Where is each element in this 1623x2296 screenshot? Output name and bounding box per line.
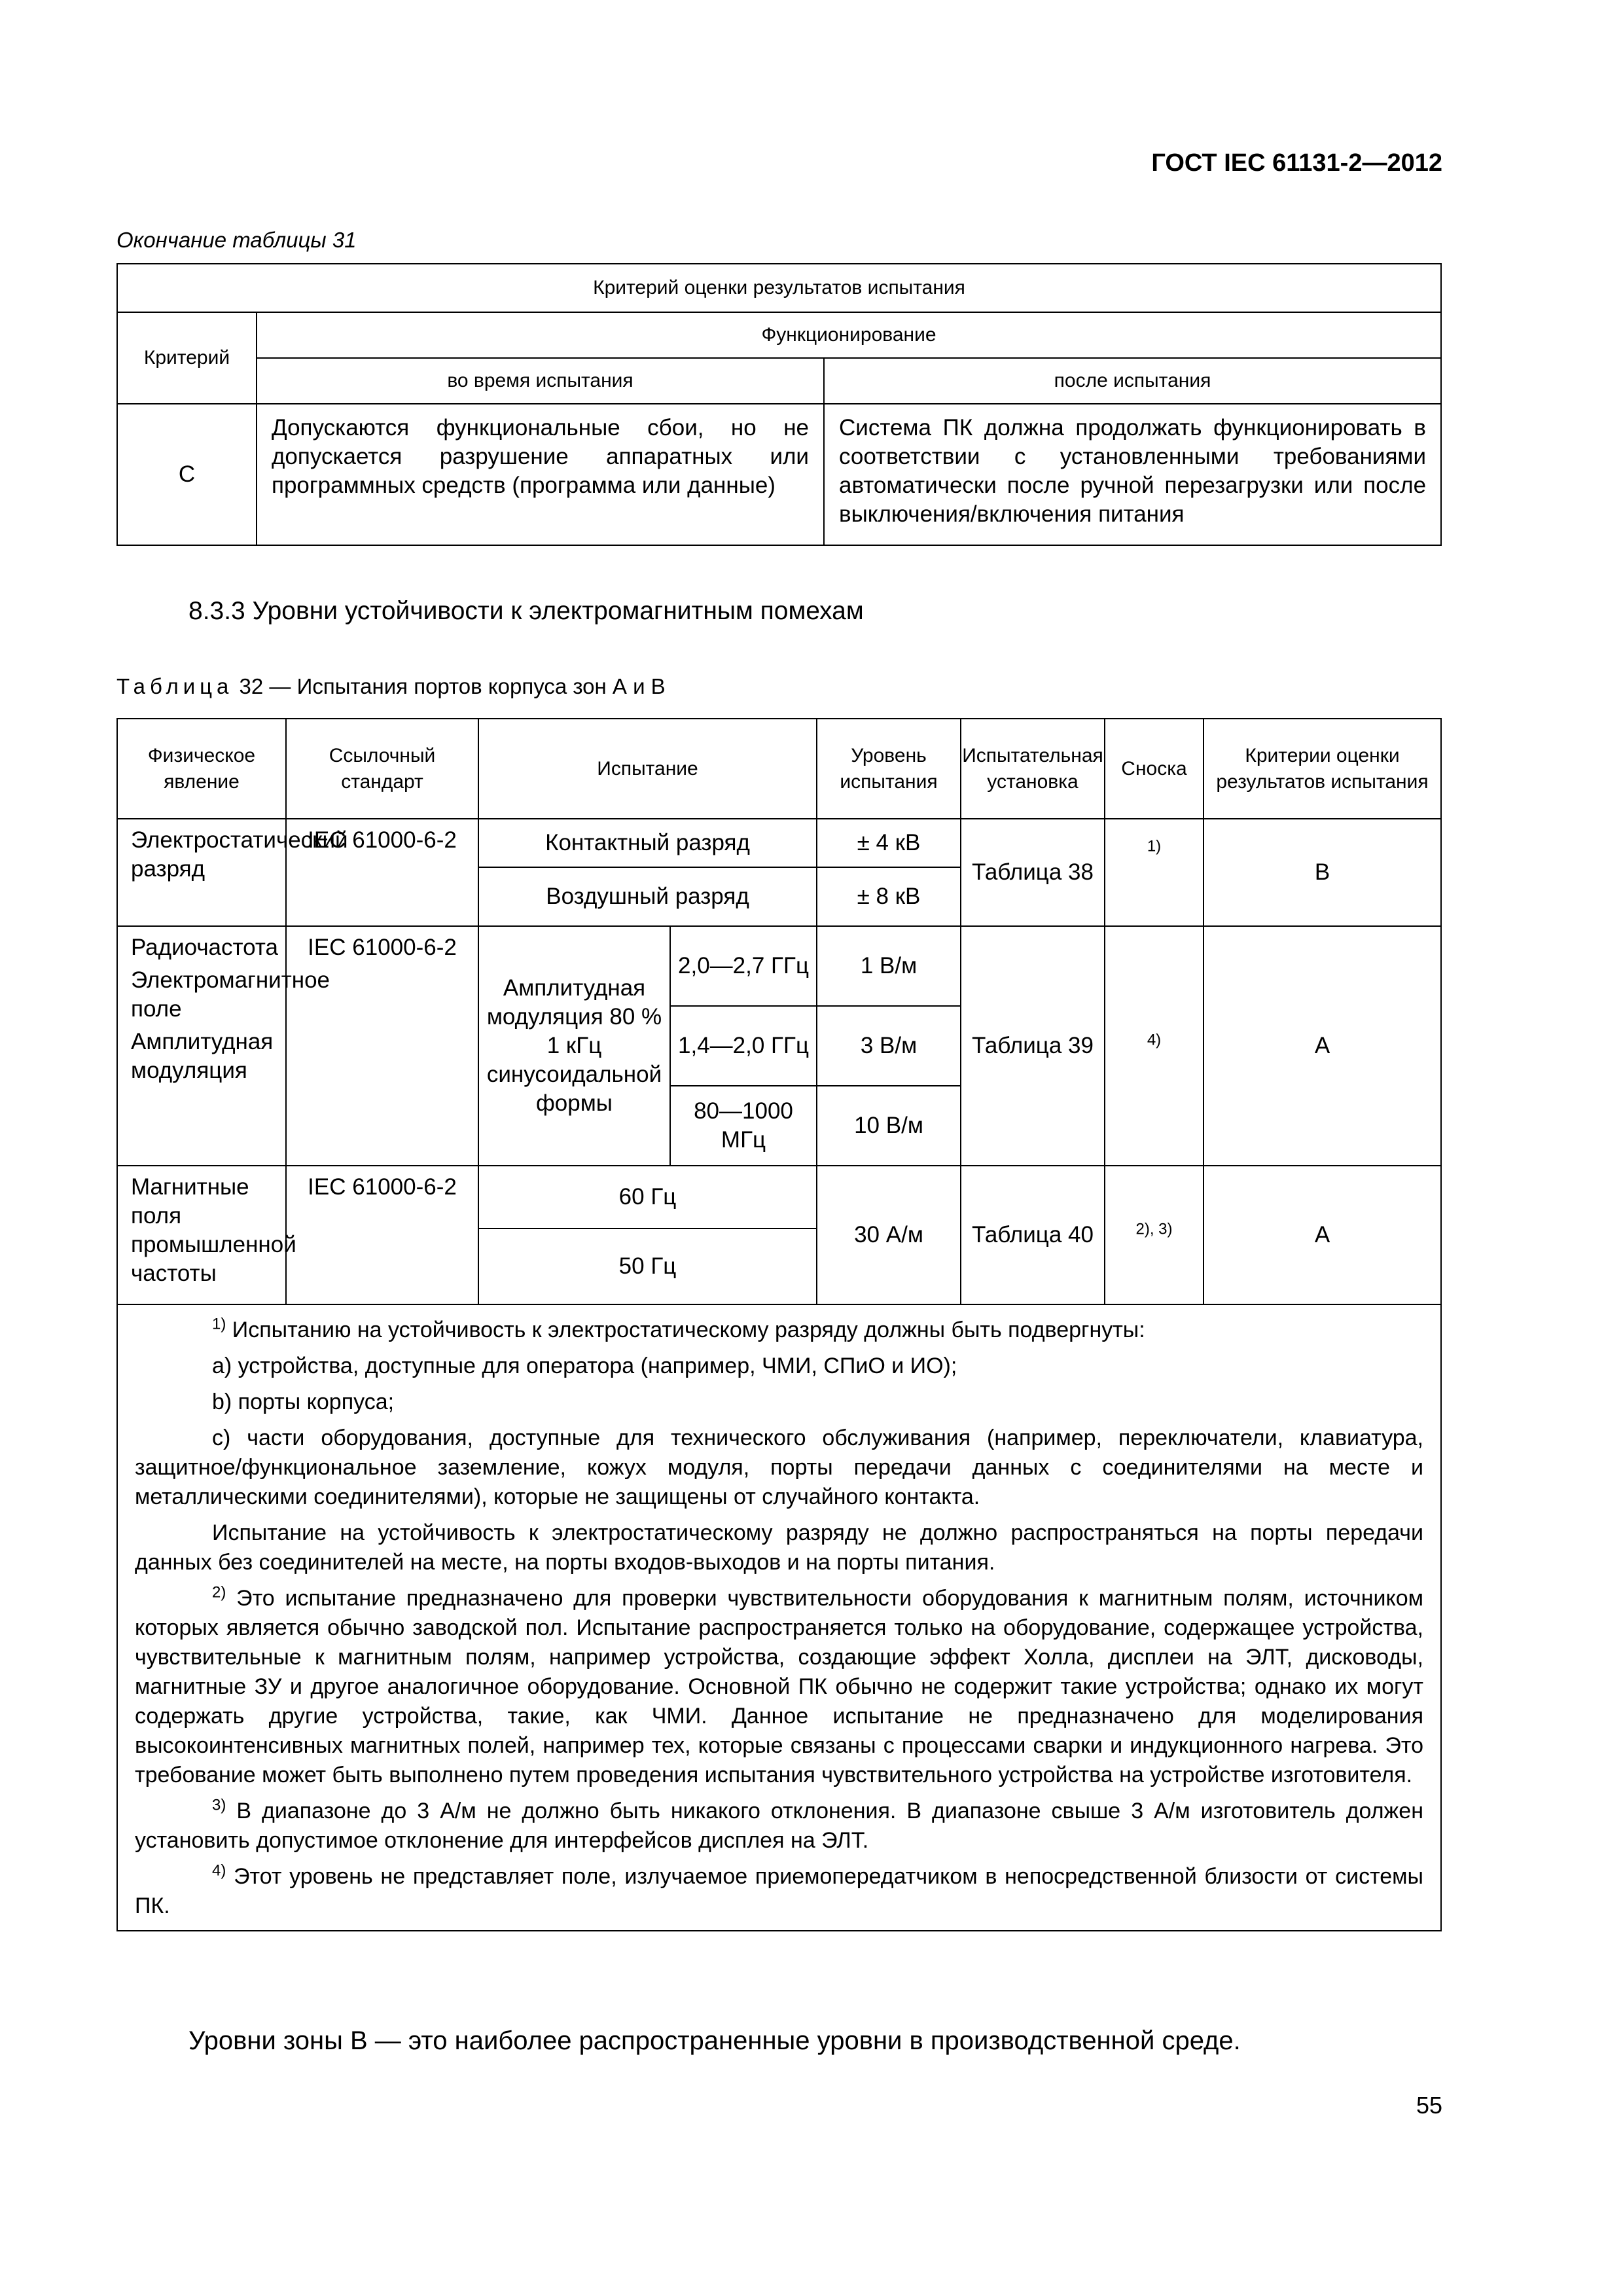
esd-standard: IEC 61000-6-2: [286, 819, 478, 926]
rf-band-1-range: 2,0—2,7 ГГц: [670, 926, 817, 1006]
footnote-1-extra: Испытание на устойчивость к электростатическому разряду не должно распространяться на порты передачи данных без соединителей на месте, на порты входов-выходов и на порты питания.: [135, 1520, 1423, 1575]
esd-footnote-mark: 1): [1147, 837, 1162, 855]
mag-standard: IEC 61000-6-2: [286, 1166, 478, 1304]
esd-level-contact: ± 4 кВ: [817, 819, 961, 867]
footnote-1-mark: 1): [212, 1315, 226, 1333]
footnote-3: [135, 1797, 1423, 1856]
footnote-1-item-a: а) устройства, доступные для оператора (например, ЧМИ, СПиО и ИО);: [212, 1354, 957, 1378]
table31-top-header: Критерий оценки результатов испытания: [117, 264, 1441, 312]
mag-setup: Таблица 40: [961, 1166, 1105, 1304]
table31-during-header: во время испытания: [257, 358, 824, 404]
table32-header-footnote: Сноска: [1105, 719, 1204, 819]
table-32: [116, 718, 1442, 1931]
esd-level-air: ± 8 кВ: [817, 867, 961, 926]
table32-header-test: Испытание: [478, 719, 817, 819]
mag-freq-50: 50 Гц: [478, 1229, 817, 1304]
footnote-1-item-c: с) части оборудования, доступные для технического обслуживания (например, переключатели, клавиатура, защитное/функциональное заземление, кожух модуля, порты передачи данных с соединителями на месте и металлическими соединителями), которые не защищены от случайного контакта.: [135, 1426, 1423, 1509]
table-continuation-note: Окончание таблицы 31: [116, 228, 357, 252]
rf-setup: Таблица 39: [961, 926, 1105, 1166]
mag-phenomenon: Магнитные поля промышленной частоты: [117, 1166, 286, 1304]
table-31: [116, 263, 1442, 546]
esd-setup: Таблица 38: [961, 819, 1105, 926]
table32-header-setup: Испытательная установка: [961, 719, 1105, 819]
footnote-4-mark: 4): [212, 1861, 226, 1880]
table31-functioning-header: Функционирование: [257, 312, 1441, 358]
rf-band-3-level: 10 В/м: [817, 1086, 961, 1166]
mag-level: 30 А/м: [817, 1166, 961, 1304]
mag-footnote-mark: 2), 3): [1135, 1220, 1173, 1238]
table32-caption-word: Таблица: [116, 674, 234, 698]
footnote-3-text: В диапазоне до 3 А/м не должно быть никакого отклонения. В диапазоне свыше 3 А/м изготовитель должен установить допустимое отклонение для интерфейсов дисплея на ЭЛТ.: [135, 1799, 1423, 1853]
esd-criteria: B: [1204, 819, 1441, 926]
rf-phenomenon: [117, 926, 330, 1166]
rf-modulation: Амплитудная модуляция 80 % 1 кГц синусоидальной формы: [478, 926, 670, 1166]
table31-criterion-header: Критерий: [117, 312, 257, 404]
table31-row-during: Допускаются функциональные сбои, но не допускается разрушение аппаратных или программных средств (программа или данные): [257, 404, 824, 545]
section-heading: 8.3.3 Уровни устойчивости к электромагнитным помехам: [188, 597, 864, 625]
mag-criteria: A: [1204, 1166, 1441, 1304]
esd-test-air: Воздушный разряд: [478, 867, 817, 926]
footnote-2-mark: 2): [212, 1583, 226, 1602]
rf-phenomenon-1: Радиочастота: [131, 935, 278, 960]
rf-phenomenon-3: Амплитудная модуляция: [131, 1029, 274, 1083]
table31-row-criterion: С: [117, 404, 257, 545]
rf-band-3-range: 80—1000 МГц: [670, 1086, 817, 1166]
table32-header-standard: Ссылочный стандарт: [286, 719, 478, 819]
footnote-1-item-b: b) порты корпуса;: [212, 1390, 395, 1414]
document-code: ГОСТ IEC 61131-2—2012: [1151, 149, 1442, 177]
table32-header-level: Уровень испытания: [817, 719, 961, 819]
table32-header-criteria: Критерии оценки результатов испытания: [1204, 719, 1441, 819]
table32-caption-text: 32 — Испытания портов корпуса зон А и В: [233, 674, 666, 698]
mag-freq-60: 60 Гц: [478, 1166, 817, 1229]
rf-phenomenon-2: Электромагнитное поле: [131, 967, 330, 1022]
table31-row-after: Система ПК должна продолжать функционировать в соответствии с установленными требованиями автоматически после ручной перезагрузки или после выключения/включения питания: [824, 404, 1441, 545]
page-number: 55: [1416, 2092, 1442, 2119]
footnote-3-mark: 3): [212, 1796, 226, 1814]
esd-test-contact: Контактный разряд: [478, 819, 817, 867]
table32-header-phenomenon: Физическое явление: [117, 719, 286, 819]
rf-band-2-level: 3 В/м: [817, 1006, 961, 1086]
rf-criteria: A: [1204, 926, 1441, 1166]
table32-caption: [116, 674, 666, 699]
table32-footnotes: [117, 1304, 1441, 1931]
rf-footnote-mark: 4): [1147, 1031, 1162, 1049]
footnote-2-text: Это испытание предназначено для проверки чувствительности оборудования к магнитным полям, источником которых является обычно заводской пол. Испытание распространяется только на оборудование, содержащее устройства, чувствительные к магнитным полям, например устройства, создающие эффект Холла, дисплеи на ЭЛТ, дисководы, магнитные ЗУ и другое аналогичное оборудование. Основной ПК обычно не содержит такие устройства; однако их могут содержать другие устройства, такие, как ЧМИ. Данное испытание не предназначено для моделирования высокоинтенсивных магнитных полей, например тех, которые связаны с процессами сварки и индукционного нагрева. Это требование может быть выполнено путем проведения испытания чувствительного устройства на устройстве изготовителя.: [135, 1586, 1423, 1787]
esd-phenomenon: Электростатический разряд: [117, 819, 286, 926]
rf-band-1-level: 1 В/м: [817, 926, 961, 1006]
table31-after-header: после испытания: [824, 358, 1441, 404]
rf-standard: IEC 61000-6-2: [286, 926, 478, 1166]
footnote-1-text: Испытанию на устойчивость к электростатическому разряду должны быть подвергнуты:: [226, 1318, 1145, 1342]
rf-band-2-range: 1,4—2,0 ГГц: [670, 1006, 817, 1086]
footnote-1: [135, 1316, 1423, 1345]
closing-paragraph: Уровни зоны В — это наиболее распространенные уровни в производственной среде.: [188, 2026, 1241, 2055]
footnote-2: [135, 1584, 1423, 1790]
footnote-4-text: Этот уровень не представляет поле, излучаемое приемопередатчиком в непосредственной близости от системы ПК.: [135, 1864, 1423, 1918]
footnote-4: [135, 1862, 1423, 1921]
